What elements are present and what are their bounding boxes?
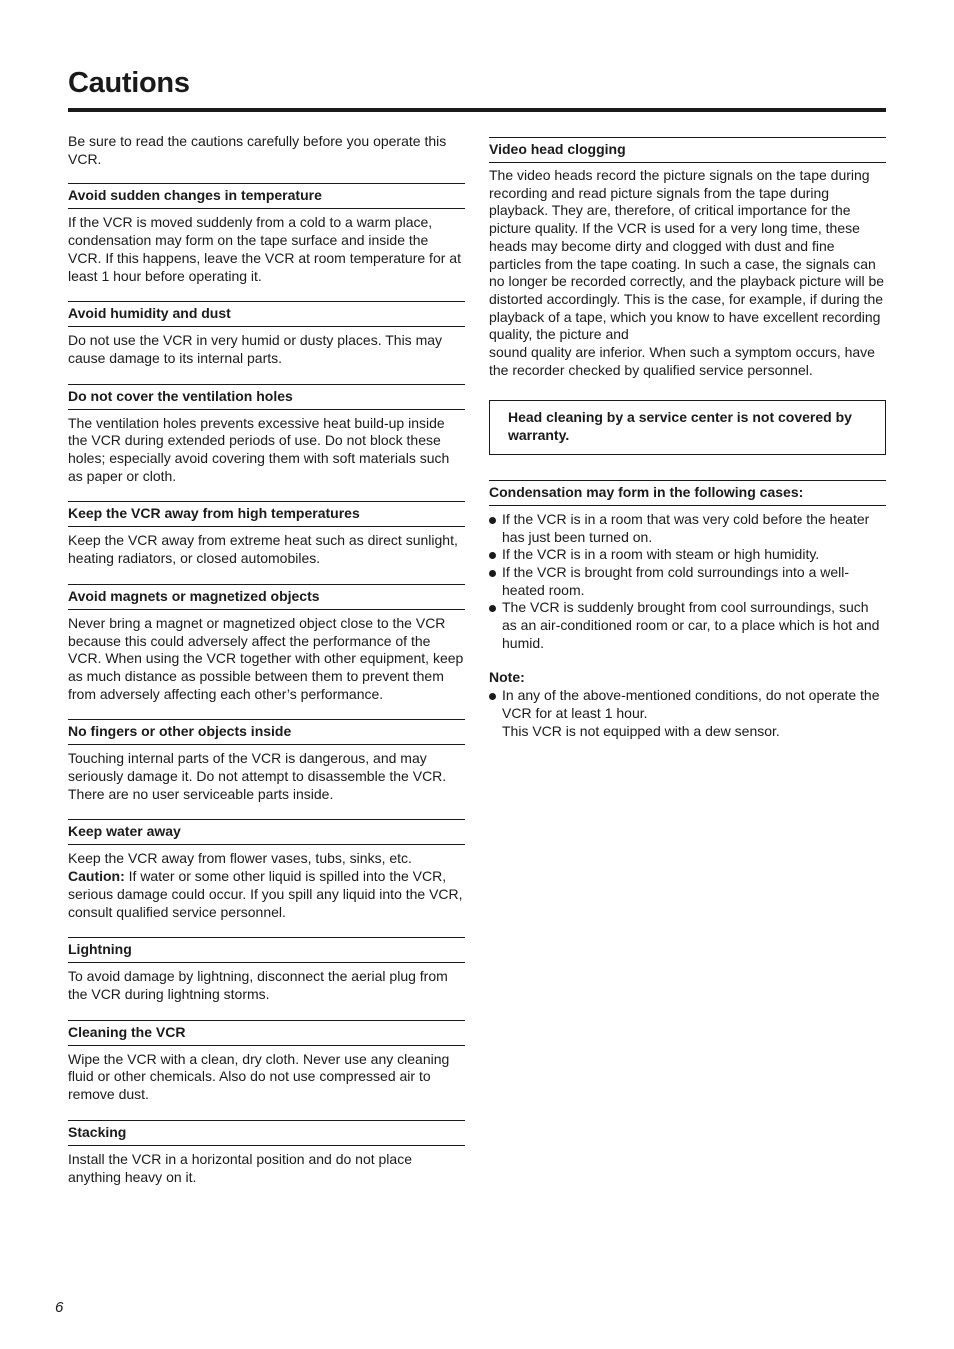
section-humidity: [68, 301, 465, 367]
clogging-text-cont: sound quality are inferior. When such a symptom occurs, have the recorder checked by qualified service personnel.: [489, 344, 875, 378]
section-lightning: [68, 937, 465, 1003]
bullet-dot-icon: [489, 570, 496, 577]
section-heading: Stacking: [68, 1120, 465, 1146]
section-heading: Cleaning the VCR: [68, 1020, 465, 1046]
water-caution: [68, 868, 465, 921]
section-stacking: [68, 1120, 465, 1186]
section-heading: Avoid sudden changes in temperature: [68, 183, 465, 209]
section-body: Never bring a magnet or magnetized object close to the VCR because this could adversely affect the performance of the VCR. When using the VCR together with other equipment, keep as much distance as possible between them to prevent them from adversely affecting each other’s performance.: [68, 614, 464, 702]
section-body: To avoid damage by lightning, disconnect the aerial plug from the VCR during lightning storms.: [68, 968, 448, 1002]
right-column: [489, 137, 886, 740]
clogging-text: The video heads record the picture signals on the tape during recording and read picture signals from the tape during playback. They are, therefore, of critical importance for the picture quality. If the VCR is used for a very long time, these heads may become dirty and clogged with dust and fine particles from the tape coating. In such a case, the signals can no longer be recorded correctly, and the playback picture will be distorted accordingly. This is the case, for example, if during the playback of a tape, which you know to have excellent recording quality, the picture and: [489, 167, 885, 343]
section-heading: No fingers or other objects inside: [68, 719, 465, 745]
note-extra-text: This VCR is not equipped with a dew sensor.: [502, 722, 780, 739]
section-water: [68, 819, 465, 921]
section-heading: Do not cover the ventilation holes: [68, 384, 465, 410]
list-item: [489, 599, 886, 652]
page-title: Cautions: [68, 67, 190, 99]
left-column: [68, 133, 465, 1202]
section-high-temperatures: [68, 501, 465, 567]
bullet-dot-icon: [489, 517, 496, 524]
note-list: [489, 687, 886, 722]
section-body: Install the VCR in a horizontal position and do not place anything heavy on it.: [68, 1150, 412, 1185]
list-item-text: In any of the above-mentioned conditions, do not operate the VCR for at least 1 hour.: [502, 687, 880, 721]
section-heading: Video head clogging: [489, 137, 886, 163]
section-fingers: [68, 719, 465, 803]
list-item-text: If the VCR is brought from cold surroundings into a well-heated room.: [502, 563, 850, 598]
list-item: [489, 511, 886, 546]
list-item-text: If the VCR is in a room with steam or high humidity.: [502, 546, 820, 563]
section-heading: Condensation may form in the following cases:: [489, 480, 886, 506]
section-heading: Keep the VCR away from high temperatures: [68, 501, 465, 527]
section-magnets: [68, 584, 465, 704]
bullet-dot-icon: [489, 605, 496, 612]
section-body: [68, 850, 465, 921]
intro-text: Be sure to read the cautions carefully before you operate this VCR.: [68, 133, 447, 167]
section-ventilation: [68, 384, 465, 486]
list-item-text: The VCR is suddenly brought from cool surroundings, such as an air-conditioned room or car, to a place which is hot and humid.: [502, 599, 880, 651]
section-heading: Avoid humidity and dust: [68, 301, 465, 327]
list-item-text: If the VCR is in a room that was very cold before the heater has just been turned on.: [502, 510, 870, 545]
section-body: Wipe the VCR with a clean, dry cloth. Never use any cleaning fluid or other chemicals. Also do not use compressed air to remove dust.: [68, 1050, 450, 1103]
section-condensation: [489, 480, 886, 653]
warranty-notice-box: Head cleaning by a service center is not covered by warranty.: [489, 400, 886, 454]
list-item: [489, 564, 886, 599]
condensation-list: [489, 511, 886, 653]
note-heading: Note:: [489, 669, 525, 686]
section-temperature: [68, 183, 465, 285]
list-item: [489, 546, 886, 564]
caution-label: Caution:: [68, 868, 125, 885]
bullet-dot-icon: [489, 552, 496, 559]
section-note: [489, 669, 886, 740]
section-body: Do not use the VCR in very humid or dusty places. This may cause damage to its internal parts.: [68, 332, 443, 366]
section-heading: Avoid magnets or magnetized objects: [68, 584, 465, 610]
section-head-clogging: [489, 137, 886, 379]
bullet-dot-icon: [489, 693, 496, 700]
section-body: If the VCR is moved suddenly from a cold to a warm place, condensation may form on the tape surface and inside the VCR. If this happens, leave the VCR at room temperature for at least 1 hour before operating it.: [68, 214, 461, 284]
section-body: The ventilation holes prevents excessive heat build-up inside the VCR during extended periods of use. Do not block these holes; especially avoid covering them with soft materials such as paper or cloth.: [68, 414, 450, 484]
list-item: [489, 687, 886, 722]
page-number: 6: [55, 1299, 64, 1316]
section-cleaning: [68, 1020, 465, 1104]
water-text: Keep the VCR away from flower vases, tubs, sinks, etc.: [68, 850, 412, 867]
caution-text: If water or some other liquid is spilled into the VCR, serious damage could occur. If you spill any liquid into the VCR, consult qualified service personnel.: [68, 868, 463, 920]
section-body: Keep the VCR away from extreme heat such as direct sunlight, heating radiators, or closed automobiles.: [68, 532, 458, 567]
section-heading: Lightning: [68, 937, 465, 963]
title-rule: [68, 108, 886, 112]
section-heading: Keep water away: [68, 819, 465, 845]
section-body: Touching internal parts of the VCR is dangerous, and may seriously damage it. Do not attempt to disassemble the VCR. There are no user serviceable parts inside.: [68, 750, 447, 802]
